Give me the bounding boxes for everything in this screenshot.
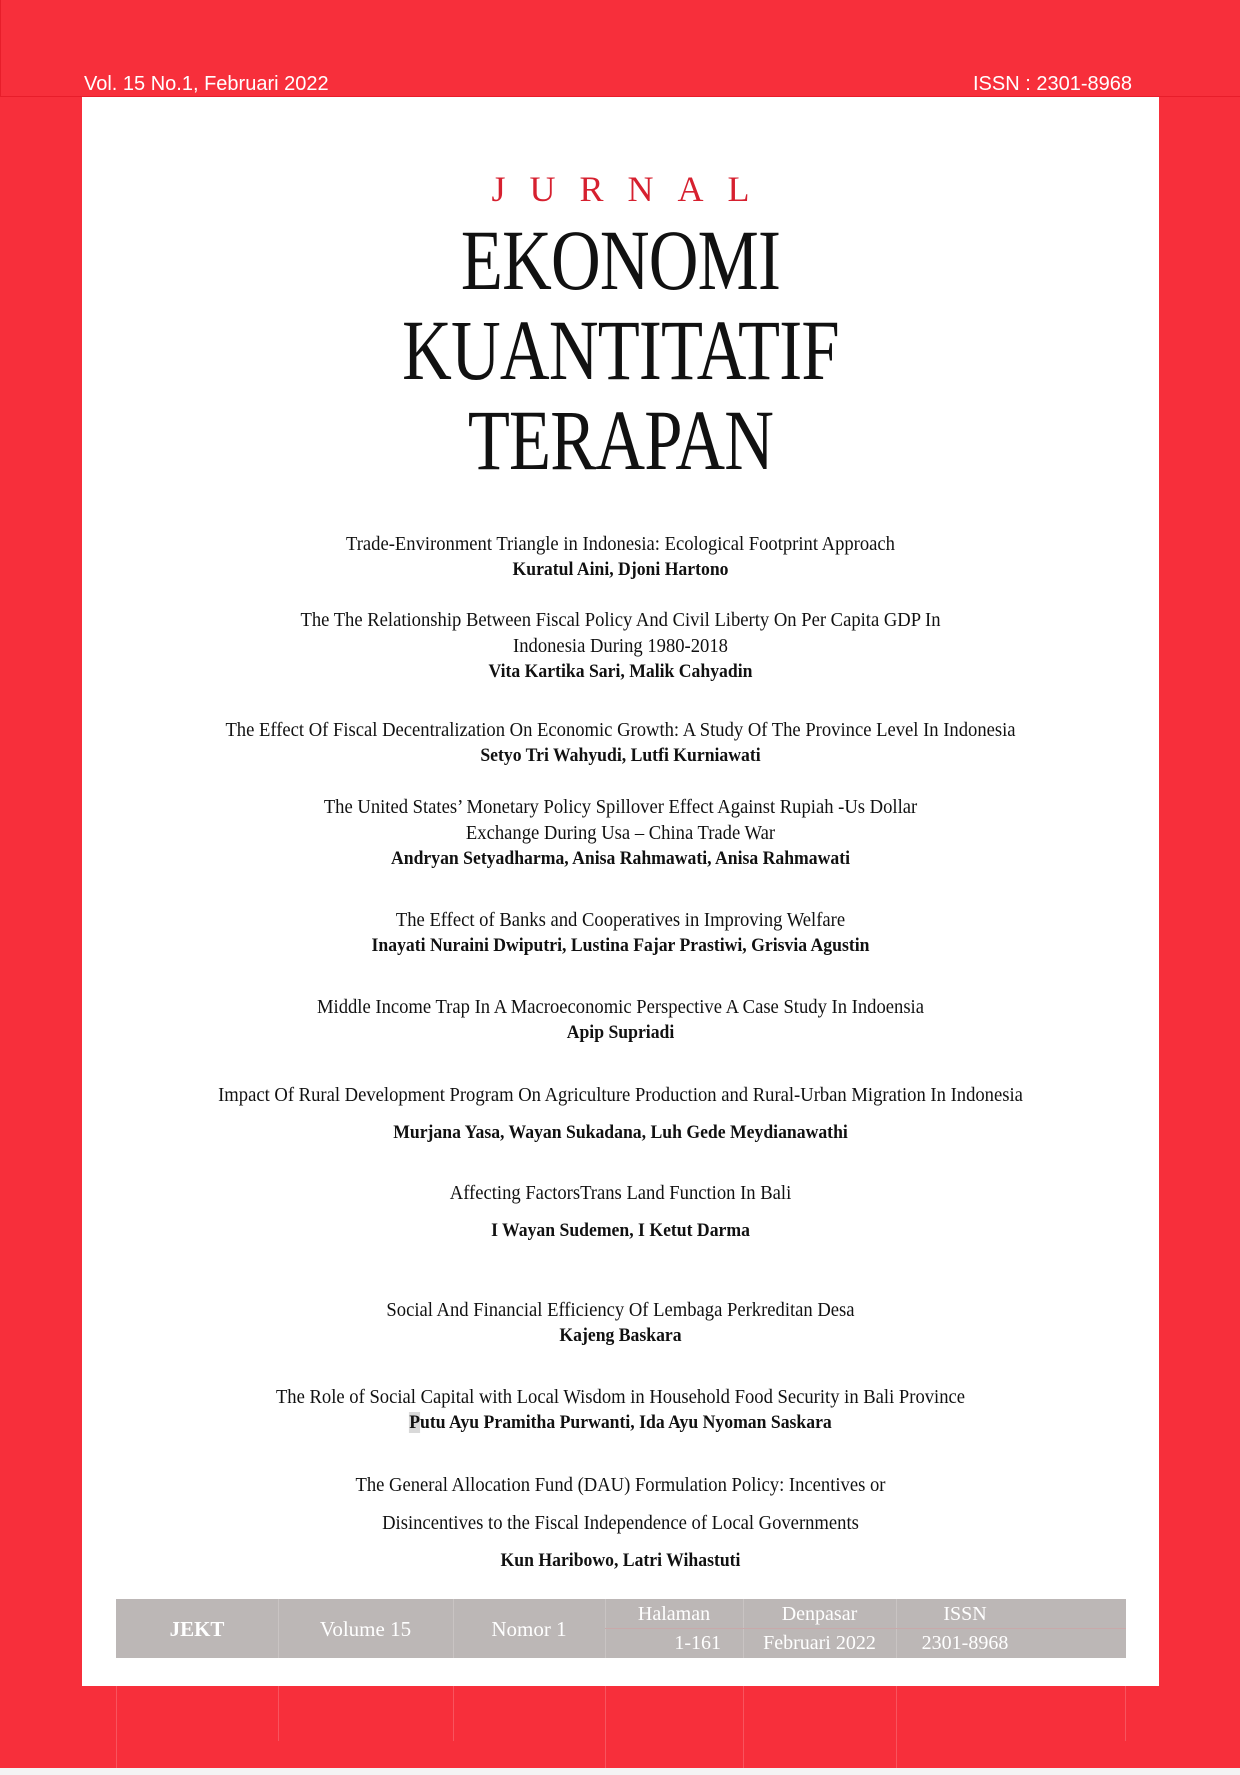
masthead-jurnal: JURNAL [491,169,774,209]
article-authors: Kajeng Baskara [559,1325,682,1346]
article-authors: Murjana Yasa, Wayan Sukadana, Luh Gede Meydianawathi [393,1122,848,1143]
top-left-edge-line [0,0,1,97]
article-title-line-2: Indonesia During 1980-2018 [513,635,728,657]
footer-date: Februari 2022 [763,1632,876,1654]
guide-line [116,1686,117,1768]
article-authors: I Wayan Sudemen, I Ketut Darma [491,1220,750,1241]
footer-city: Denpasar [781,1603,858,1625]
footer-halaman-label: Halaman [637,1603,711,1625]
article-authors-rest: utu Ayu Pramitha Purwanti, Ida Ayu Nyoman Saskara [420,1412,832,1433]
guide-line [453,1686,454,1741]
article-title: Social And Financial Efficiency Of Lembaga Perkreditan Desa [386,1299,855,1321]
footer-cell-divider [896,1628,1126,1629]
article-authors: Inayati Nuraini Dwiputri, Lustina Fajar Prastiwi, Grisvia Agustin [371,935,870,956]
masthead-title-line-2: KUANTITATIF [402,302,839,398]
footer-cell-divider [605,1628,743,1629]
article-title: The The Relationship Between Fiscal Policy And Civil Liberty On Per Capita GDP In [300,609,941,631]
article-authors: Vita Kartika Sari, Malik Cahyadin [488,661,753,682]
article-authors: Kun Haribowo, Latri Wihastuti [500,1550,741,1571]
footer-issn-label: ISSN [943,1603,987,1625]
footer-cell-issn [896,1599,1126,1658]
masthead-title-line-1: EKONOMI [460,212,781,308]
article-authors: Andryan Setyadharma, Anisa Rahmawati, Anisa Rahmawati [390,848,850,869]
article-title-line-2: Exchange During Usa – China Trade War [465,822,776,844]
article-authors: Setyo Tri Wahyudi, Lutfi Kurniawati [480,745,761,766]
article-title: Impact Of Rural Development Program On Agriculture Production and Rural-Urban Migration In Indonesia [218,1084,1023,1106]
masthead-title-line-3: TERAPAN [467,392,774,488]
footer-cell-nomor [453,1599,606,1658]
volume-issue-label: Vol. 15 No.1, Februari 2022 [84,73,329,95]
footer-cell-volume [278,1599,454,1658]
guide-line [743,1686,744,1768]
guide-line [896,1686,897,1768]
article-title: The Role of Social Capital with Local Wisdom in Household Food Security in Bali Province [275,1386,966,1408]
footer-halaman-value: 1-161 [674,1632,721,1654]
selection-highlight: P [409,1412,421,1433]
article-title-line-2: Disincentives to the Fiscal Independence of Local Governments [382,1512,859,1534]
article-authors [120,1410,1122,1436]
article-title: The United States’ Monetary Policy Spillover Effect Against Rupiah -Us Dollar [323,796,918,818]
footer-cell-city-date [743,1599,897,1658]
footer-issn-value: 2301-8968 [921,1632,1009,1654]
article-title: Middle Income Trap In A Macroeconomic Perspective A Case Study In Indoensia [317,996,924,1018]
footer-nomor: Nomor 1 [491,1617,567,1641]
article-authors: Kuratul Aini, Djoni Hartono [512,559,729,580]
guide-line [1125,1686,1126,1741]
article-title: Affecting FactorsTrans Land Function In Bali [449,1182,792,1204]
issn-label: ISSN : 2301-8968 [973,73,1132,95]
footer-info-table [116,1599,1126,1658]
article-authors: Apip Supriadi [566,1022,675,1043]
footer-cell-halaman [605,1599,744,1658]
article-title: The Effect of Banks and Cooperatives in Improving Welfare [395,909,846,931]
guide-line [278,1686,279,1741]
footer-volume: Volume 15 [319,1617,412,1641]
footer-cell-journal [116,1599,279,1658]
footer-cell-divider [743,1628,896,1629]
article-title: Trade-Environment Triangle in Indonesia: Ecological Footprint Approach [346,533,895,555]
article-title: The Effect Of Fiscal Decentralization On Economic Growth: A Study Of The Province Level In Indonesia [225,719,1016,741]
article-title: The General Allocation Fund (DAU) Formulation Policy: Incentives or [355,1474,886,1496]
guide-line [605,1686,606,1768]
footer-journal-abbr: JEKT [169,1617,225,1641]
cover-content-panel [82,97,1159,1686]
